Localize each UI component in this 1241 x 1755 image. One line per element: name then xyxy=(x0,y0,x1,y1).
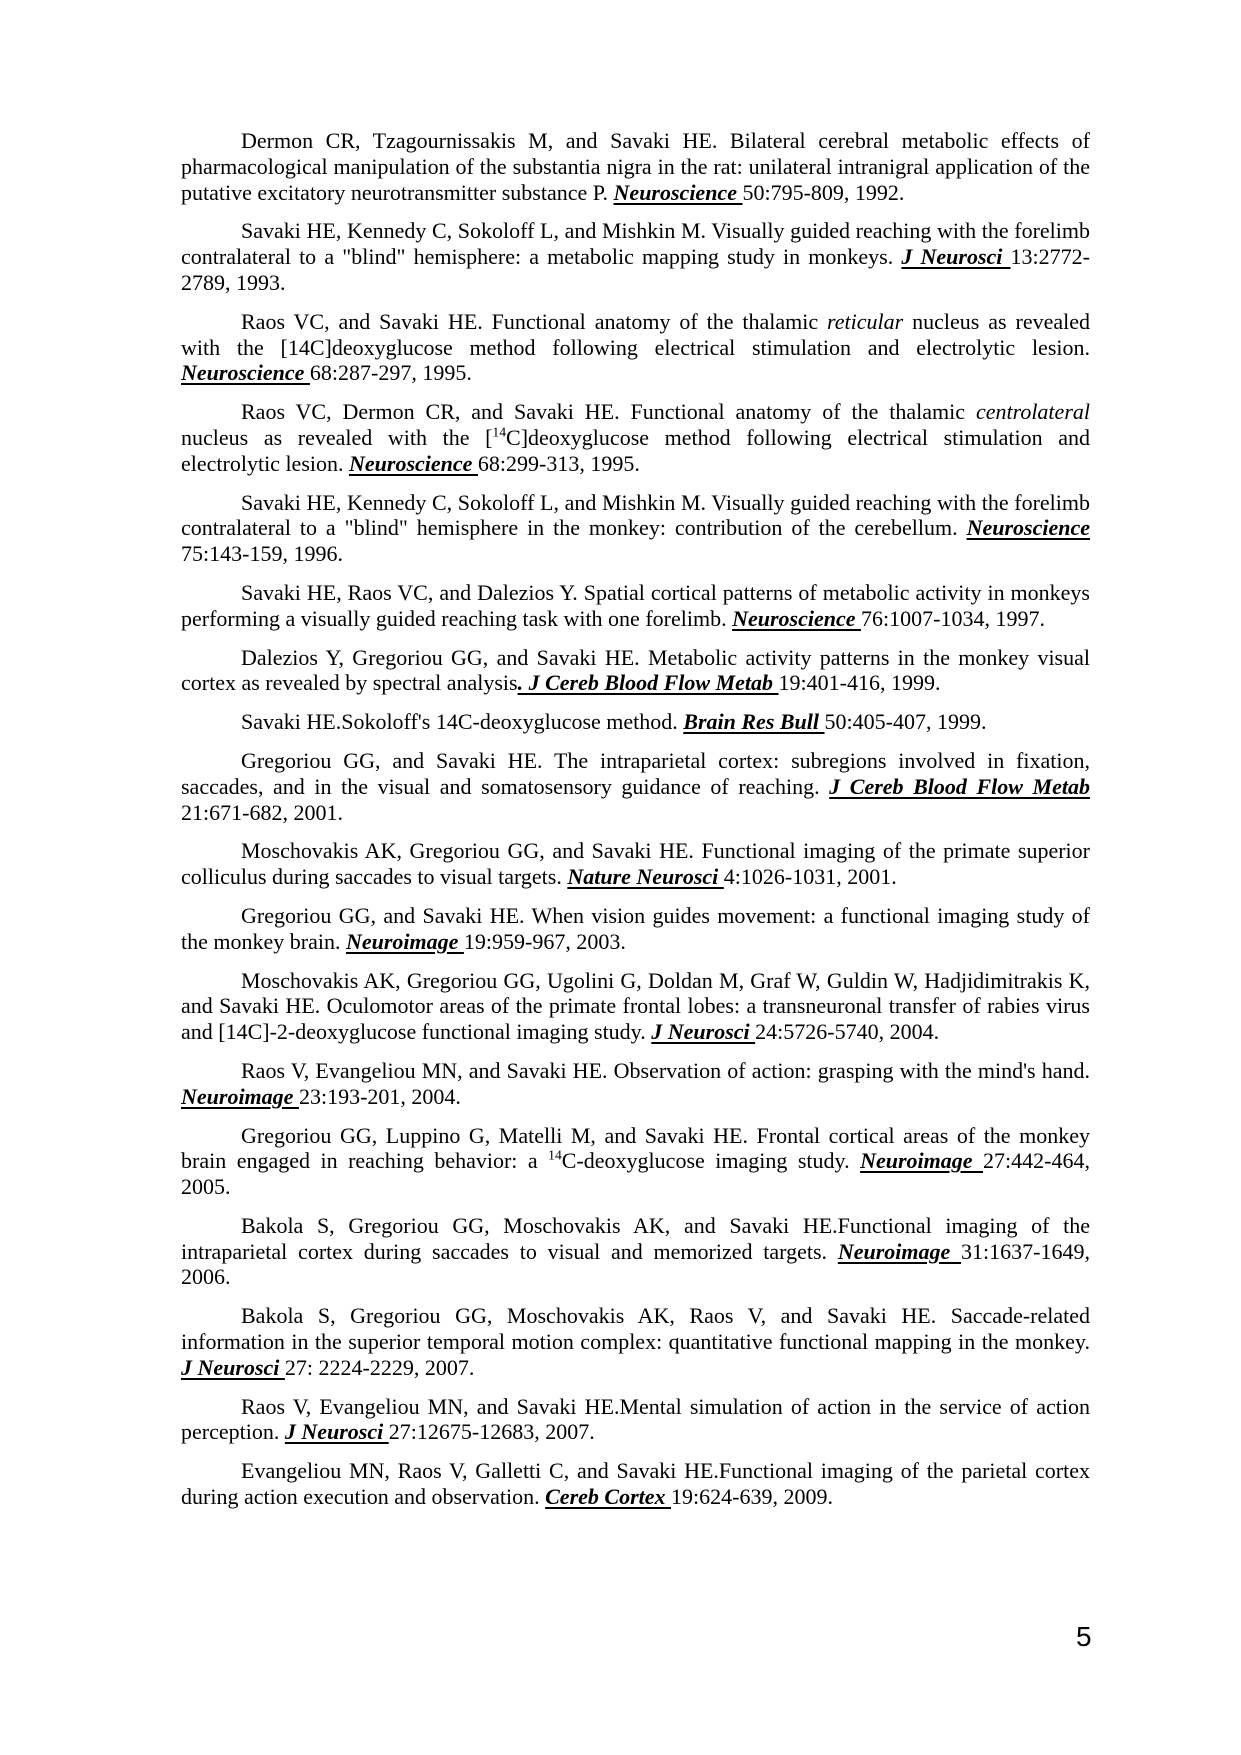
text-segment: Raos VC, Dermon CR, and Savaki HE. Functional anatomy of the thalamic xyxy=(241,399,976,425)
text-segment: Evangeliou MN, Raos V, Galletti C, and Savaki HE.Functional imaging of the parietal cortex during action execution and observation. xyxy=(181,1458,1090,1510)
journal-name: J Cereb Blood Flow Metab xyxy=(829,773,1090,799)
text-segment: Savaki HE, Kennedy C, Sokoloff L, and Mishkin M. Visually guided reaching with the forelimb contralateral to a "blind" hemisphere: a metabolic mapping study in monkeys. xyxy=(181,218,1090,270)
reference-paragraph xyxy=(181,1394,1090,1446)
journal-name: Brain Res Bull xyxy=(683,709,825,735)
text-segment: C-deoxyglucose imaging study. xyxy=(561,1148,861,1174)
page-number: 5 xyxy=(1076,1621,1092,1652)
reference-paragraph xyxy=(181,309,1090,386)
reference-paragraph xyxy=(181,218,1090,295)
text-segment: Bakola S, Gregoriou GG, Moschovakis AK, Raos V, and Savaki HE. Saccade-related information in the superior temporal motion complex: quantitative functional mapping in the monkey. xyxy=(181,1303,1090,1355)
references-list xyxy=(181,128,1090,1523)
reference-paragraph xyxy=(181,128,1090,205)
text-segment: Gregoriou GG, Luppino G, Matelli M, and Savaki HE. Frontal cortical areas of the monkey brain engaged in reaching behavior: a xyxy=(181,1122,1090,1174)
text-segment: 19:401-416, 1999. xyxy=(778,670,941,696)
text-segment: 27: 2224-2229, 2007. xyxy=(284,1354,475,1380)
reference-paragraph xyxy=(181,1303,1090,1380)
journal-name: J Neurosci xyxy=(181,1354,285,1380)
journal-name: Nature Neurosci xyxy=(567,864,724,890)
reference-paragraph xyxy=(181,645,1090,697)
text-segment: Savaki HE, Kennedy C, Sokoloff L, and Mishkin M. Visually guided reaching with the forelimb contralateral to a "blind" hemisphere in the monkey: contribution of the cerebellum. xyxy=(181,489,1090,541)
text-segment: Gregoriou GG, and Savaki HE. The intraparietal cortex: subregions involved in fixation, saccades, and in the visual and somatosensory guidance of reaching. xyxy=(181,747,1090,799)
journal-name: Neuroimage xyxy=(181,1083,299,1109)
reference-paragraph xyxy=(181,399,1090,476)
reference-paragraph xyxy=(181,1458,1090,1510)
italic-term: reticular xyxy=(827,308,904,334)
text-segment: 19:624-639, 2009. xyxy=(671,1484,833,1510)
journal-name: Neuroscience xyxy=(966,515,1090,541)
text-segment: Savaki HE, Raos VC, and Dalezios Y. Spatial cortical patterns of metabolic activity in monkeys performing a visually guided reaching task with one forelimb. xyxy=(181,579,1090,631)
reference-paragraph xyxy=(181,1123,1090,1200)
superscript-isotope: 14 xyxy=(492,424,507,440)
journal-name: Neuroscience xyxy=(349,450,478,476)
text-segment: Moschovakis AK, Gregoriou GG, Ugolini G, Doldan M, Graf W, Guldin W, Hadjidimitrakis K, and Savaki HE. Oculomotor areas of the primate frontal lobes: a transneuronal transfer of rabies virus and [14C]-2-deoxyglucose functional imaging study. xyxy=(181,967,1090,1045)
text-segment: Moschovakis AK, Gregoriou GG, and Savaki HE. Functional imaging of the primate superior colliculus during saccades to visual targets. xyxy=(181,838,1090,890)
text-segment: 23:193-201, 2004. xyxy=(298,1083,461,1109)
text-segment: 31:1637-1649, 2006. xyxy=(181,1238,1090,1290)
journal-name: Neuroscience xyxy=(613,179,743,205)
text-segment: Dalezios Y, Gregoriou GG, and Savaki HE. Metabolic activity patterns in the monkey visual cortex as revealed by spectral analysis xyxy=(181,644,1090,696)
text-segment: 76:1007-1034, 1997. xyxy=(861,605,1045,631)
superscript-isotope: 14 xyxy=(548,1147,562,1163)
text-segment: Raos V, Evangeliou MN, and Savaki HE.Mental simulation of action in the service of action perception. xyxy=(181,1393,1090,1445)
reference-paragraph xyxy=(181,748,1090,825)
text-segment: 13:2772-2789, 1993. xyxy=(181,244,1090,295)
journal-name: Neuroimage xyxy=(345,928,464,954)
text-segment: 24:5726-5740, 2004. xyxy=(755,1019,940,1045)
reference-paragraph xyxy=(181,968,1090,1045)
reference-paragraph xyxy=(181,1213,1090,1290)
text-segment: 50:405-407, 1999. xyxy=(824,709,987,735)
italic-term: centrolateral xyxy=(975,399,1090,425)
journal-name: J Neurosci xyxy=(284,1419,389,1445)
text-segment: Raos VC, and Savaki HE. Functional anatomy of the thalamic xyxy=(241,308,828,334)
journal-name: Neuroscience xyxy=(732,605,861,631)
text-segment: Dermon CR, Tzagournissakis M, and Savaki HE. Bilateral cerebral metabolic effects of pharmacological manipulation of the substantia nigra in the rat: unilateral intranigral application of the putative excitatory neurotransmitter substance P. xyxy=(181,128,1090,205)
text-segment: Savaki HE.Sokoloff's 14C-deoxyglucose method. xyxy=(241,709,684,735)
journal-name: . J Cereb Blood Flow Metab xyxy=(517,670,779,696)
text-segment: 50:795-809, 1992. xyxy=(742,179,905,205)
text-segment: nucleus as revealed with the [ xyxy=(181,424,493,450)
text-segment: nucleus as revealed with the [14C]deoxyglucose method following electrical stimulation and electrolytic lesion. xyxy=(181,308,1090,360)
journal-name: Cereb Cortex xyxy=(545,1484,672,1510)
reference-paragraph xyxy=(181,1058,1090,1110)
text-segment: 68:299-313, 1995. xyxy=(477,450,640,476)
text-segment: 75:143-159, 1996. xyxy=(181,541,343,567)
text-segment: Bakola S, Gregoriou GG, Moschovakis AK, and Savaki HE.Functional imaging of the intraparietal cortex during saccades to visual and memorized targets. xyxy=(181,1212,1090,1264)
text-segment: 19:959-967, 2003. xyxy=(463,928,626,954)
text-segment: Raos V, Evangeliou MN, and Savaki HE. Observation of action: grasping with the mind's hand. xyxy=(241,1057,1090,1083)
text-segment: C]deoxyglucose method following electrical stimulation and electrolytic lesion. xyxy=(181,424,1090,476)
reference-paragraph xyxy=(181,903,1090,955)
text-segment: Gregoriou GG, and Savaki HE. When vision guides movement: a functional imaging study of the monkey brain. xyxy=(181,902,1090,954)
journal-name: J Neurosci xyxy=(651,1019,756,1045)
journal-name: Neuroscience xyxy=(181,360,310,386)
text-segment: 68:287-297, 1995. xyxy=(309,360,472,386)
journal-name: Neuroimage xyxy=(860,1148,984,1174)
text-segment: 27:442-464, 2005. xyxy=(181,1148,1090,1200)
reference-paragraph xyxy=(181,709,1090,735)
text-segment: 4:1026-1031, 2001. xyxy=(723,864,897,890)
text-segment: 21:671-682, 2001. xyxy=(181,799,343,825)
journal-name: Neuroimage xyxy=(837,1238,962,1264)
reference-paragraph xyxy=(181,490,1090,567)
text-segment: 27:12675-12683, 2007. xyxy=(388,1419,595,1445)
journal-name: J Neurosci xyxy=(901,244,1011,270)
reference-paragraph xyxy=(181,580,1090,632)
reference-paragraph xyxy=(181,838,1090,890)
